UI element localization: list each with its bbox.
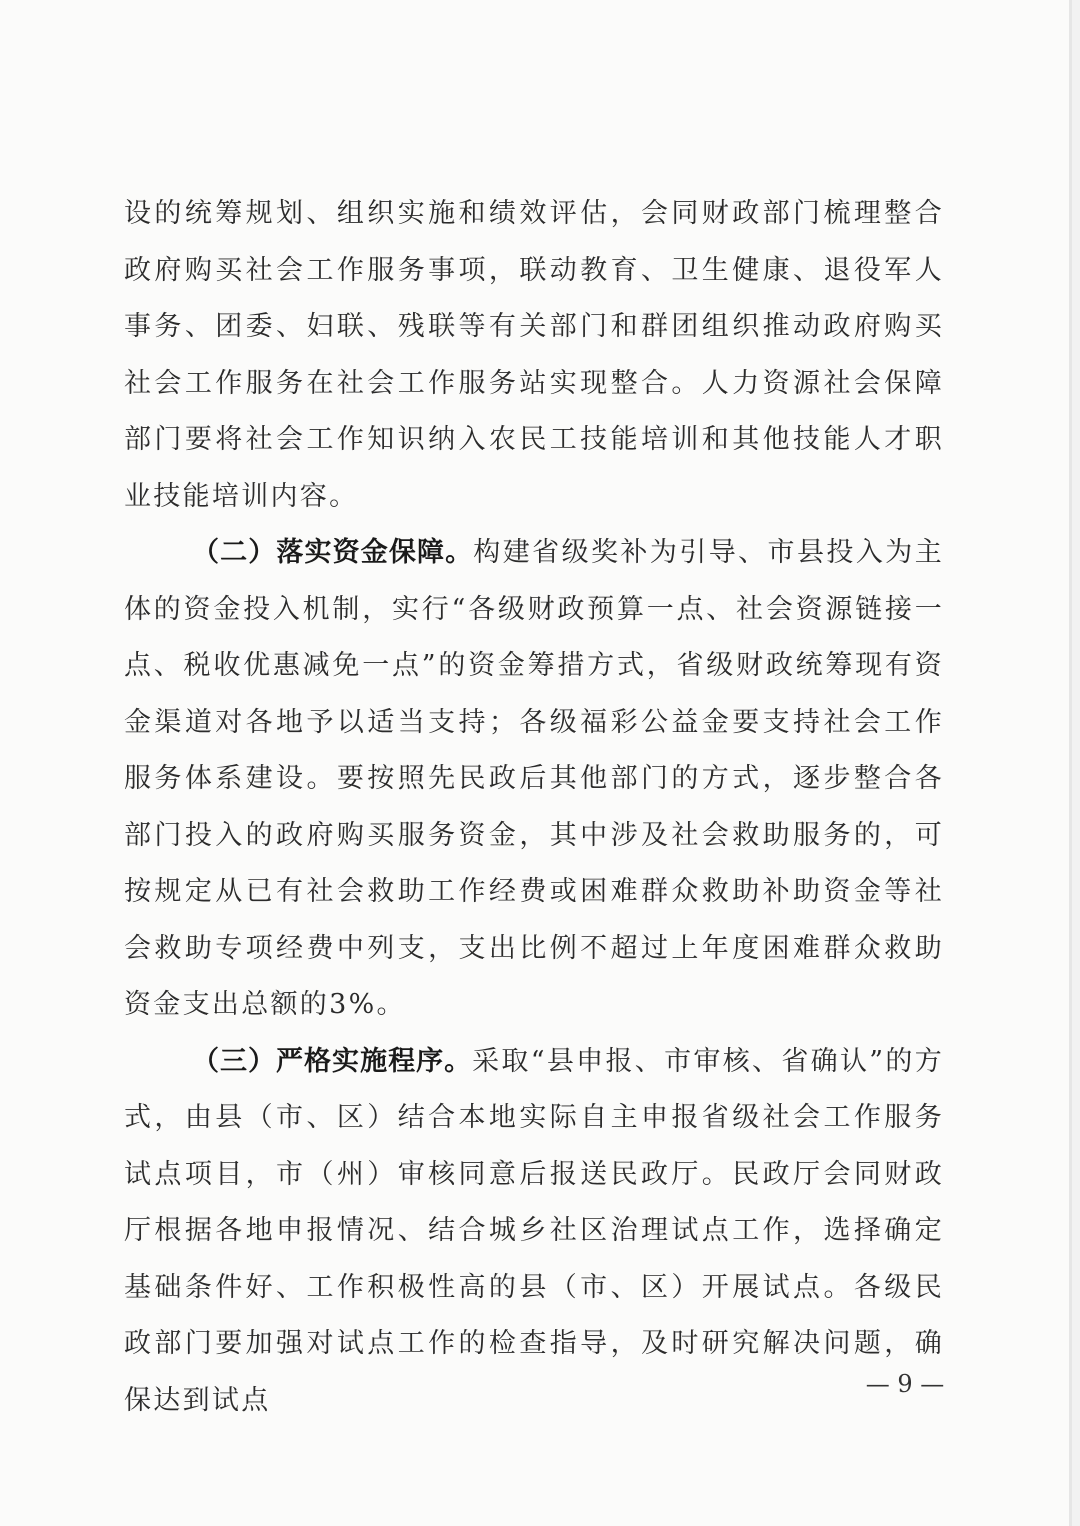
paragraph-procedure — [124, 1034, 944, 1430]
page-number: — 9 — — [865, 1370, 945, 1398]
paragraph-procedure-text: 采取“县申报、市审核、省确认”的方式，由县（市、区）结合本地实际自主申报省级社会工作服务试点项目，市（州）审核同意后报送民政厅。民政厅会同财政厅根据各地申报情况、结合城乡社区治理试点工作，选择确定基础条件好、工作积极性高的县（市、区）开展试点。各级民政部门要加强对试点工作的检查指导，及时研究解决问题，确保达到试点 — [124, 1045, 944, 1416]
paragraph-funding-text: 构建省级奖补为引导、市县投入为主体的资金投入机制，实行“各级财政预算一点、社会资源链接一点、税收优惠减免一点”的资金筹措方式，省级财政统筹现有资金渠道对各地予以适当支持；各级福彩公益金要支持社会工作服务体系建设。要按照先民政后其他部门的方式，逐步整合各部门投入的政府购买服务资金，其中涉及社会救助服务的，可按规定从已有社会救助工作经费或困难群众救助补助资金等社会救助专项经费中列支，支出比例不超过上年度困难群众救助资金支出总额的3%。 — [124, 537, 944, 1020]
section-heading-procedure: （三）严格实施程序。 — [192, 1045, 473, 1077]
document-body — [124, 186, 944, 1429]
paragraph-funding — [124, 525, 944, 1034]
paragraph-continued: 设的统筹规划、组织实施和绩效评估，会同财政部门梳理整合政府购买社会工作服务事项，联动教育、卫生健康、退役军人事务、团委、妇联、残联等有关部门和群团组织推动政府购买社会工作服务在社会工作服务站实现整合。人力资源社会保障部门要将社会工作知识纳入农民工技能培训和其他技能人才职业技能培训内容。 — [124, 198, 944, 512]
scan-edge — [1072, 0, 1080, 1526]
scan-edge-line — [1069, 0, 1072, 1526]
section-heading-funding: （二）落实资金保障。 — [192, 537, 474, 568]
